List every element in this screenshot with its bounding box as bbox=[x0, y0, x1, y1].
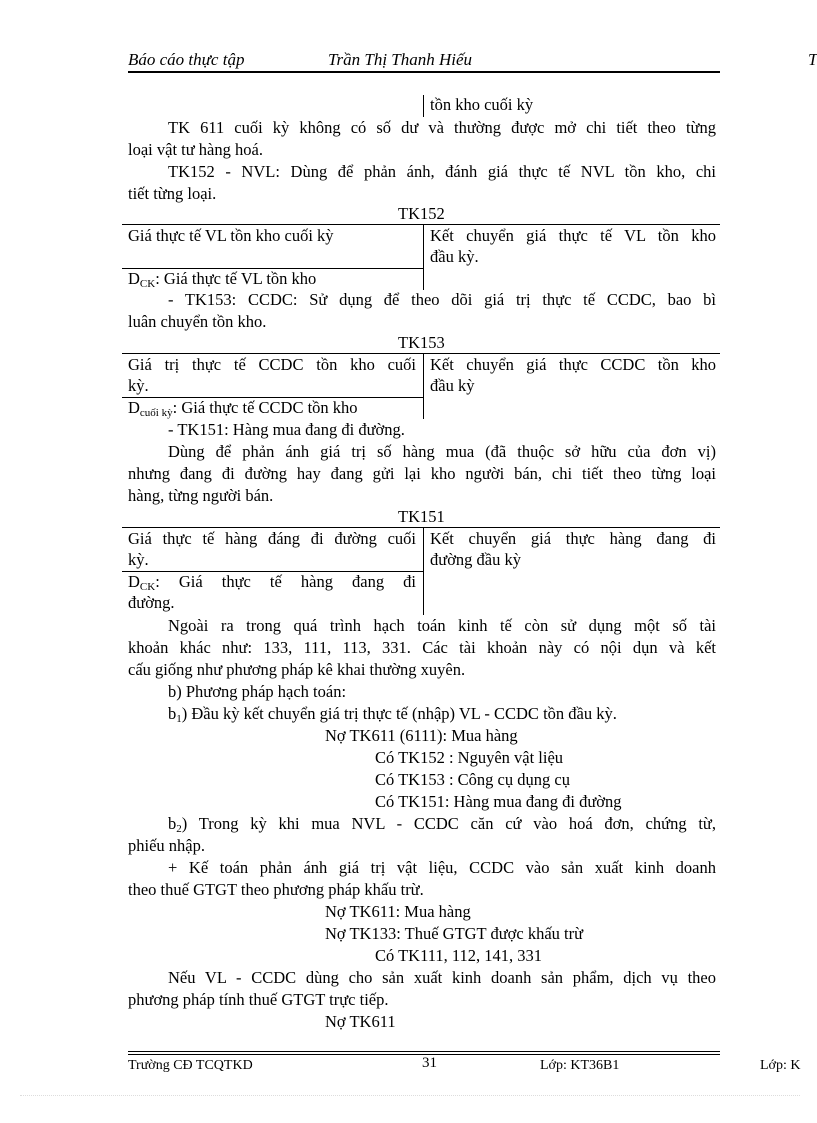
t-account-debit: kỳ. bbox=[128, 376, 149, 395]
header-rule bbox=[128, 71, 720, 73]
balance-sub: CK bbox=[139, 581, 156, 593]
page-number: 31 bbox=[422, 1055, 437, 1071]
footer-rule bbox=[128, 1051, 720, 1052]
t-account-credit: đường đầu kỳ bbox=[430, 550, 521, 569]
t-account-credit: đầu kỳ bbox=[430, 376, 475, 395]
t-account-credit: Kết chuyển giá thực CCDC tồn kho bbox=[430, 355, 716, 374]
paragraph-line: hàng, từng người bán. bbox=[128, 486, 274, 505]
journal-entry: Nợ TK133: Thuế GTGT được khấu trừ bbox=[325, 924, 584, 943]
t-account-credit: đầu kỳ. bbox=[430, 247, 479, 266]
t-account-debit: Giá trị thực tế CCDC tồn kho cuối bbox=[128, 355, 416, 374]
paragraph-line: - TK153: CCDC: Sử dụng để theo dõi giá trị thực tế CCDC, bao bì bbox=[168, 290, 716, 309]
paragraph-line: + Kế toán phản ánh giá trị vật liệu, CCDC vào sản xuất kinh doanh bbox=[168, 858, 716, 877]
t-account-divider bbox=[423, 224, 424, 290]
paragraph-line: Nếu VL - CCDC dùng cho sản xuất kinh doanh sản phẩm, dịch vụ theo bbox=[168, 968, 716, 987]
journal-entry: Nợ TK611 (6111): Mua hàng bbox=[325, 726, 518, 745]
journal-entry: Nợ TK611 bbox=[325, 1012, 396, 1031]
t-account-divider bbox=[423, 353, 424, 419]
step-prefix: b bbox=[168, 814, 177, 833]
paragraph-line bbox=[168, 704, 617, 725]
paragraph-line bbox=[168, 814, 716, 835]
paragraph-line: phương pháp tính thuế GTGT trực tiếp. bbox=[128, 990, 389, 1009]
text-line: tồn kho cuối kỳ bbox=[430, 95, 534, 114]
footer-class: Lớp: KT36B1 bbox=[540, 1058, 620, 1073]
t-account-title: TK151 bbox=[398, 507, 445, 526]
t-account-debit: Giá thực tế hàng đáng đi đường cuối bbox=[128, 529, 416, 548]
paragraph-line: luân chuyển tồn kho. bbox=[128, 312, 267, 331]
paragraph-line: - TK151: Hàng mua đang đi đường. bbox=[168, 420, 405, 439]
paragraph-line: khoản khác như: 133, 111, 113, 331. Các tài khoản này có nội dụn và kết bbox=[128, 638, 716, 657]
page-edge bbox=[20, 1095, 800, 1096]
paragraph-line: Dùng để phản ánh giá trị số hàng mua (đã thuộc sở hữu của đơn vị) bbox=[168, 442, 716, 461]
page-header bbox=[128, 50, 728, 72]
balance-sub: cuối kỳ bbox=[139, 407, 173, 419]
journal-entry: Có TK111, 112, 141, 331 bbox=[375, 946, 542, 965]
t-account-credit: Kết chuyển giá thực tế VL tồn kho bbox=[430, 226, 716, 245]
paragraph-line: loại vật tư hàng hoá. bbox=[128, 140, 263, 159]
t-account-title: TK152 bbox=[398, 204, 445, 223]
paragraph-line: Ngoài ra trong quá trình hạch toán kinh tế còn sử dụng một số tài bbox=[168, 616, 716, 635]
paragraph-line: nhưng đang đi đường hay đang gửi lại kho người bán, chi tiết theo từng loại bbox=[128, 464, 716, 483]
paragraph-line: TK152 - NVL: Dùng để phản ánh, đánh giá thực tế NVL tồn kho, chi bbox=[168, 162, 716, 181]
t-account-debit: kỳ. bbox=[128, 550, 149, 569]
balance-text: : Giá thực tế CCDC tồn kho bbox=[172, 398, 358, 417]
step-text: ) Trong kỳ khi mua NVL - CCDC căn cứ vào hoá đơn, chứng từ, bbox=[181, 814, 716, 833]
footer-class-cut: Lớp: K bbox=[760, 1058, 801, 1073]
journal-entry: Có TK152 : Nguyên vật liệu bbox=[375, 748, 564, 767]
journal-entry: Có TK153 : Công cụ dụng cụ bbox=[375, 770, 570, 789]
header-cut-char: T bbox=[808, 50, 817, 69]
journal-entry: Nợ TK611: Mua hàng bbox=[325, 902, 471, 921]
step-sub: 2 bbox=[176, 823, 182, 835]
paragraph-line: cấu giống như phương pháp kê khai thường xuyên. bbox=[128, 660, 466, 679]
balance-prefix: D bbox=[128, 398, 140, 417]
paragraph-line: theo thuế GTGT theo phương pháp khấu trừ. bbox=[128, 880, 424, 899]
t-account-title: TK153 bbox=[398, 333, 445, 352]
paragraph-line: TK 611 cuối kỳ không có số dư và thường được mở chi tiết theo từng bbox=[168, 118, 716, 137]
paragraph-line: tiết từng loại. bbox=[128, 184, 217, 203]
balance-prefix: D bbox=[128, 269, 140, 288]
t-account-credit: Kết chuyển giá thực hàng đang đi bbox=[430, 529, 716, 548]
section-heading: b) Phương pháp hạch toán: bbox=[168, 682, 347, 701]
header-title: Báo cáo thực tập bbox=[128, 50, 245, 69]
t-account-debit: Giá thực tế VL tồn kho cuối kỳ bbox=[128, 226, 334, 245]
balance-text: : Giá thực tế VL tồn kho bbox=[155, 269, 317, 288]
step-sub: 1 bbox=[176, 713, 182, 725]
t-account-balance: đường. bbox=[128, 593, 175, 612]
step-text: ) Đầu kỳ kết chuyển giá trị thực tế (nhập) VL - CCDC tồn đầu kỳ. bbox=[181, 704, 617, 723]
balance-sub: CK bbox=[139, 278, 156, 290]
paragraph-line: phiếu nhập. bbox=[128, 836, 205, 855]
balance-text: : Giá thực tế hàng đang đi bbox=[155, 572, 416, 591]
step-prefix: b bbox=[168, 704, 177, 723]
table-divider bbox=[423, 95, 424, 117]
journal-entry: Có TK151: Hàng mua đang đi đường bbox=[375, 792, 622, 811]
footer-school: Trường CĐ TCQTKD bbox=[128, 1058, 253, 1073]
balance-prefix: D bbox=[128, 572, 140, 591]
header-author: Trần Thị Thanh Hiếu bbox=[328, 50, 473, 69]
